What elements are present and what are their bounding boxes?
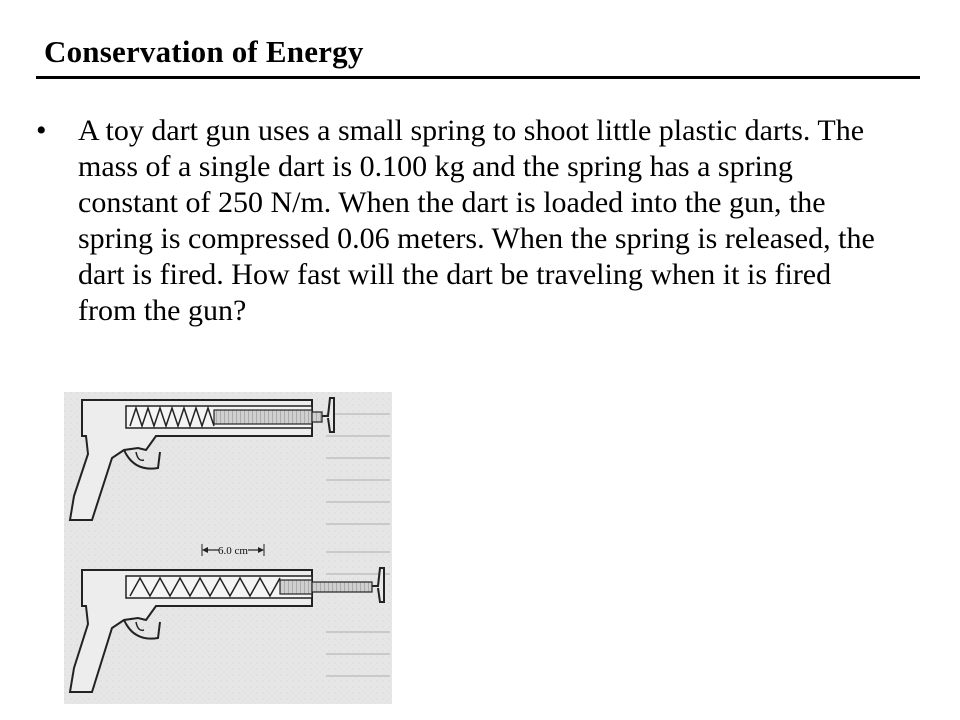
measurement-label: 6.0 cm — [218, 545, 248, 557]
title-underline — [36, 76, 920, 79]
slide-title: Conservation of Energy — [44, 34, 364, 69]
dart-gun-figure — [64, 392, 392, 704]
bullet-marker: • — [36, 114, 47, 147]
problem-text: A toy dart gun uses a small spring to shoot little plastic darts. The mass of a single dart is 0.100 kg and the spring has a spring constant of 250 N/m. When the dart is loaded into the gun, the spring is compressed 0.06 meters. When the spring is released, the dart is fired. How fast will the dart be traveling when it is fired from the gun? — [78, 114, 875, 327]
